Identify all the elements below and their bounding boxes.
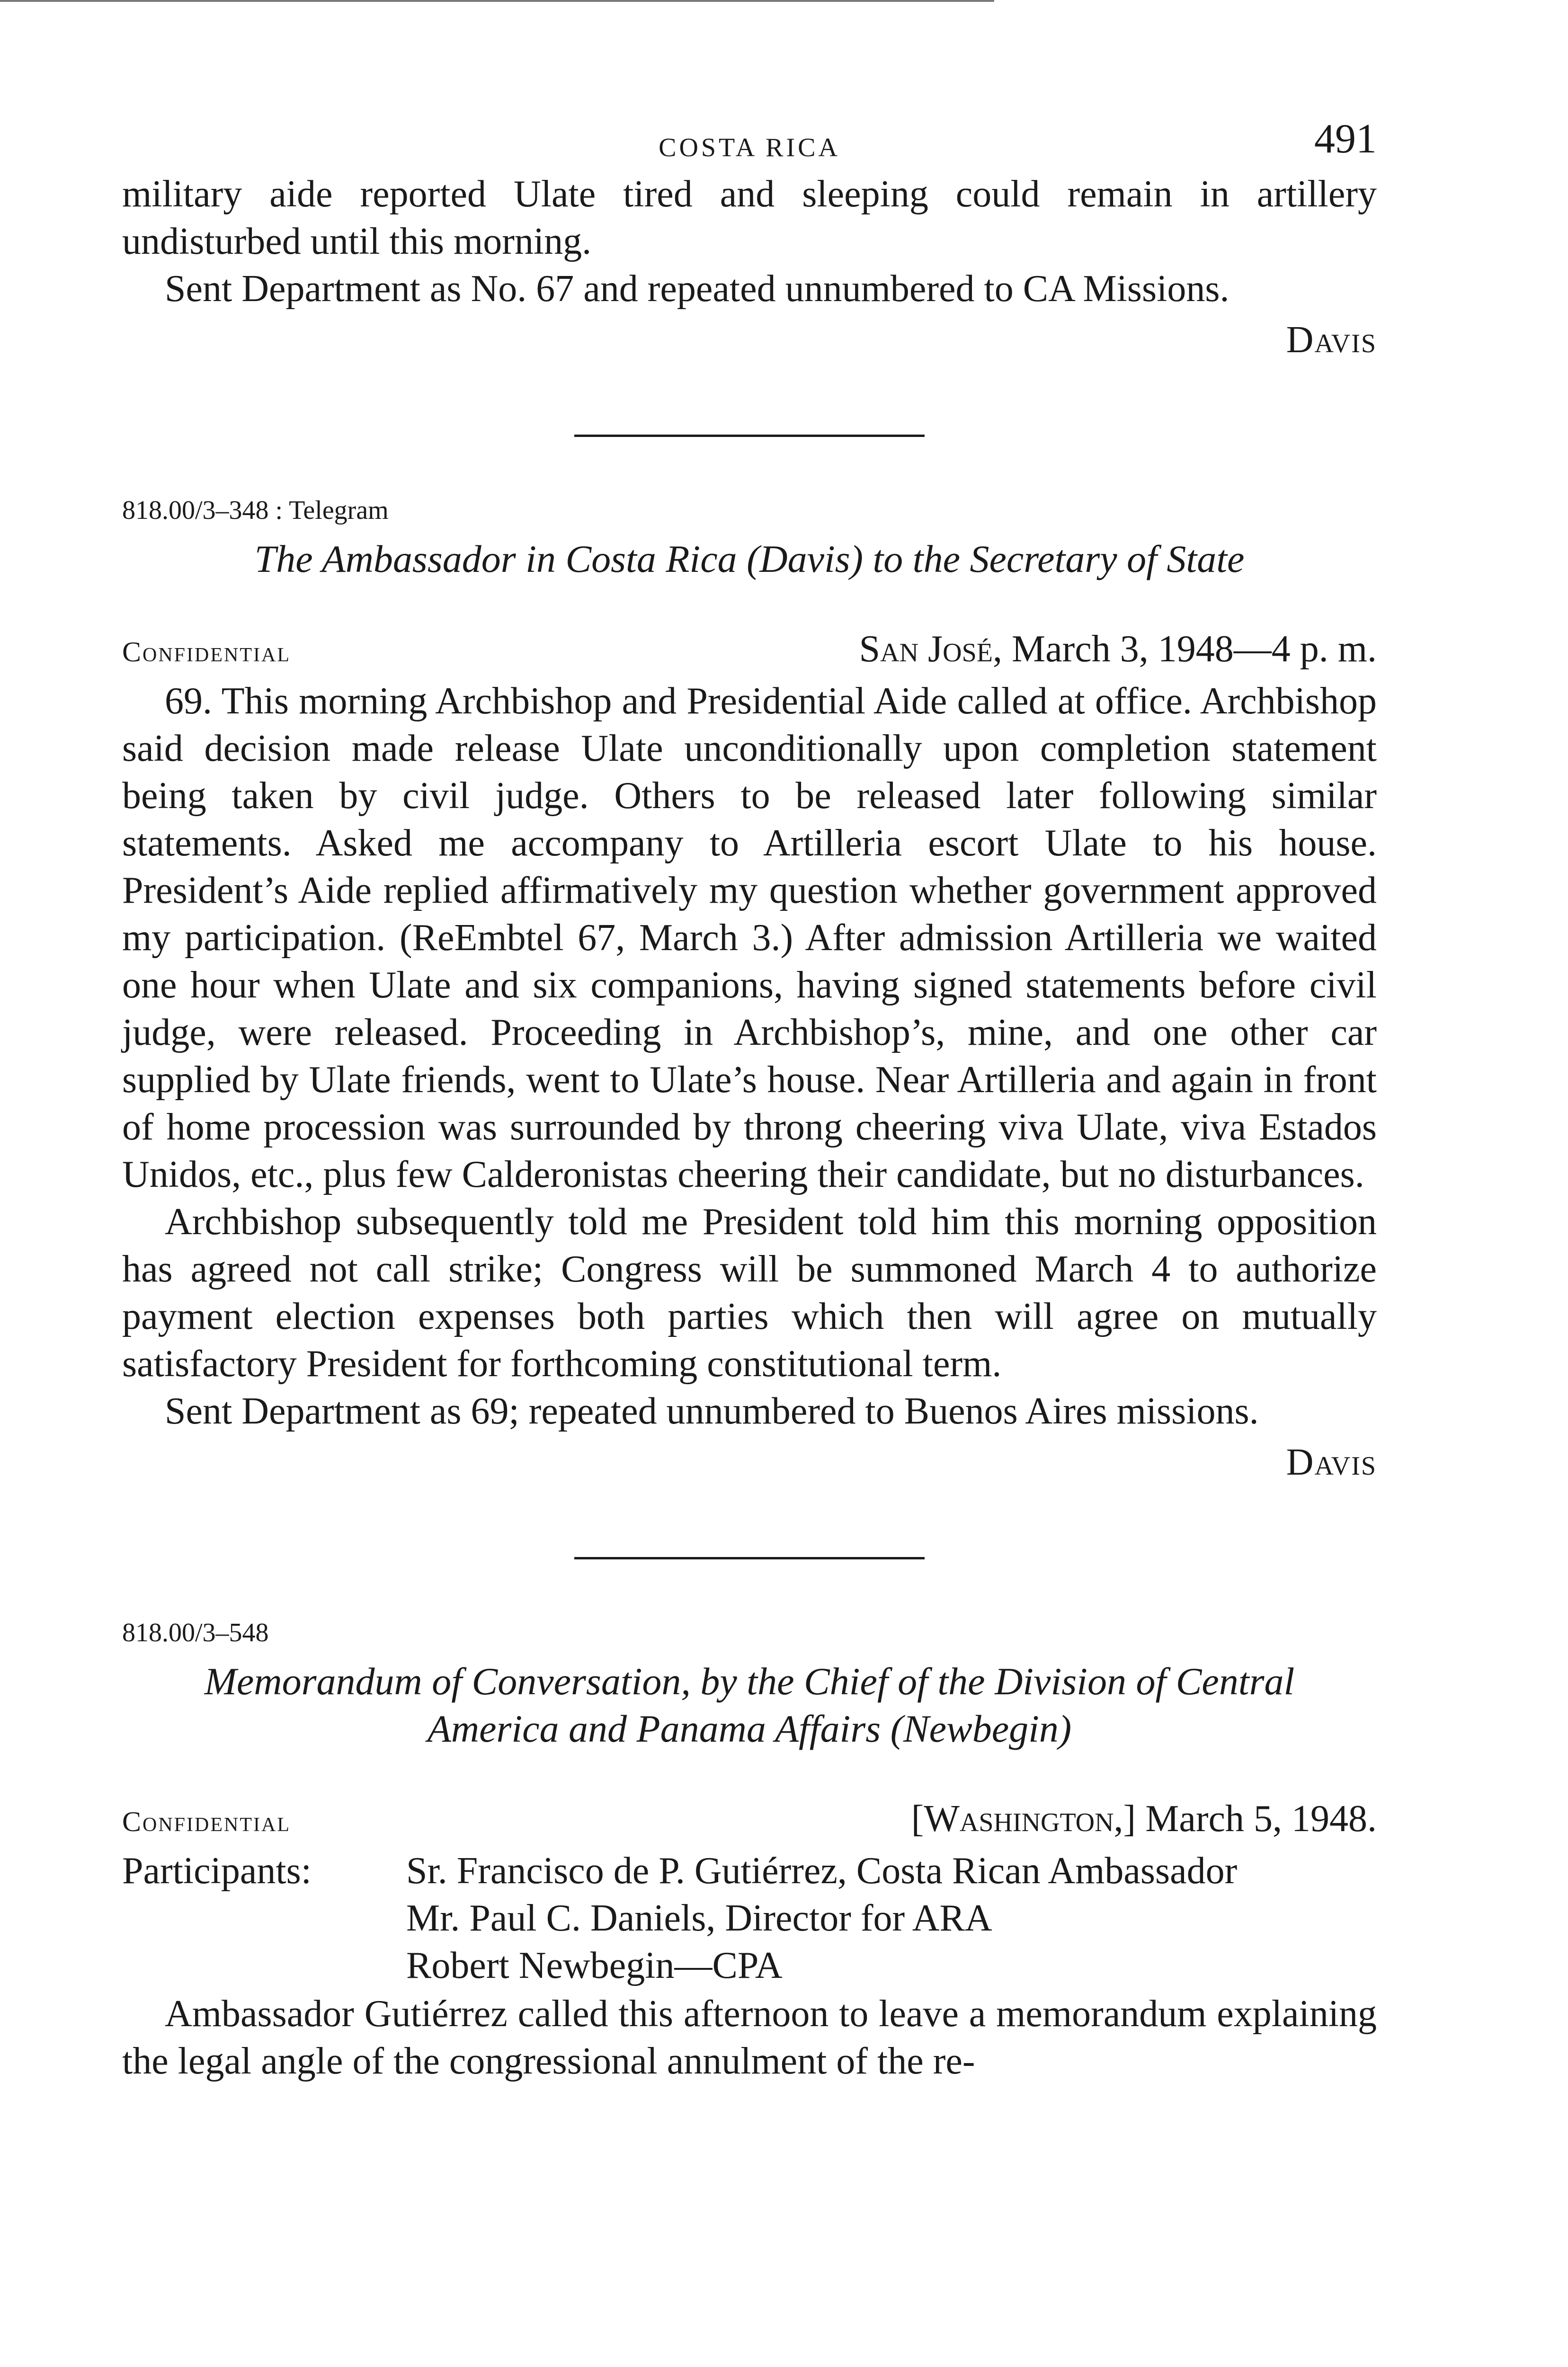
participant: Sr. Francisco de P. Gutiérrez, Costa Rican Ambassador: [406, 1850, 1238, 1892]
document-title: [122, 1658, 1377, 1753]
body-paragraph: 69. This morning Archbishop and Presidential Aide called at office. Archbishop said decision made release Ulate unconditionally upon completion statement being taken by civil judge. Others to be released later following similar statements. Asked me accompany to Artilleria escort Ulate to his house. President’s Aide replied affirmatively my question whether government approved my participation. (ReEmbtel 67, March 3.) After admission Artilleria we waited one hour when Ulate and six companions, having signed statements before civil judge, were released. Proceeding in Archbishop’s, mine, and one other car supplied by Ulate friends, went to Ulate’s house. Near Artilleria and again in front of home procession was surrounded by throng cheering viva Ulate, viva Estados Unidos, etc., plus few Calderonistas cheering their candidate, but no disturbances.: [122, 680, 1377, 1195]
running-head-title: COSTA RICA: [659, 133, 840, 162]
participant: Robert Newbegin—CPA: [406, 1945, 783, 1986]
body-paragraph: Archbishop subsequently told me President told him this morning opposition has agreed not call strike; Congress will be summoned March 4 to authorize payment election expenses both parties which then will agree on mutually satisfactory President for forthcoming constitutional term.: [122, 1201, 1377, 1385]
section-divider: [574, 1557, 925, 1559]
page-content: [122, 118, 1377, 2085]
participants-block: [122, 1847, 1377, 1989]
signature: Davis: [1286, 1442, 1377, 1483]
document-title-line: Memorandum of Conversation, by the Chief of the Division of Central: [204, 1660, 1295, 1703]
file-reference: 818.00/3–348 : Telegram: [122, 496, 389, 525]
participants-label: Participants:: [122, 1850, 312, 1892]
dateline-row: [122, 625, 1377, 676]
body-paragraph: Sent Department as No. 67 and repeated unnumbered to CA Missions.: [165, 268, 1229, 310]
scan-edge-rule: [0, 0, 994, 2]
dateline: [911, 1795, 1377, 1842]
signature: Davis: [1286, 319, 1377, 361]
dateline-place: San José,: [859, 628, 1002, 670]
memorandum-document: [122, 1616, 1377, 2085]
classification-label: Confidential: [122, 636, 291, 667]
dateline-row: [122, 1795, 1377, 1845]
document-title-line: America and Panama Affairs (Newbegin): [427, 1707, 1072, 1750]
body-paragraph: Ambassador Gutiérrez called this afternoon to leave a memorandum explaining the legal angle of the congressional annulment of the re-: [122, 1993, 1377, 2082]
dateline-date: March 5, 1948.: [1145, 1798, 1377, 1840]
section-divider: [574, 435, 925, 437]
dateline-place: [Washington,]: [911, 1798, 1136, 1840]
dateline-date: March 3, 1948—4 p. m.: [1011, 628, 1377, 670]
file-reference: 818.00/3–548: [122, 1618, 269, 1647]
dateline: [859, 625, 1377, 673]
participant: Mr. Paul C. Daniels, Director for ARA: [406, 1897, 992, 1939]
classification-label: Confidential: [122, 1806, 291, 1837]
body-paragraph: military aide reported Ulate tired and sleeping could remain in artillery undisturbed until this morning.: [122, 173, 1377, 262]
document-continued: [122, 170, 1377, 364]
body-paragraph: Sent Department as 69; repeated unnumbered to Buenos Aires missions.: [165, 1390, 1259, 1432]
page-number: 491: [1314, 116, 1377, 162]
participants-list: [406, 1847, 1377, 1989]
document-title: The Ambassador in Costa Rica (Davis) to the Secretary of State: [254, 537, 1245, 580]
telegram-document: [122, 494, 1377, 1486]
running-header: [122, 118, 1377, 166]
